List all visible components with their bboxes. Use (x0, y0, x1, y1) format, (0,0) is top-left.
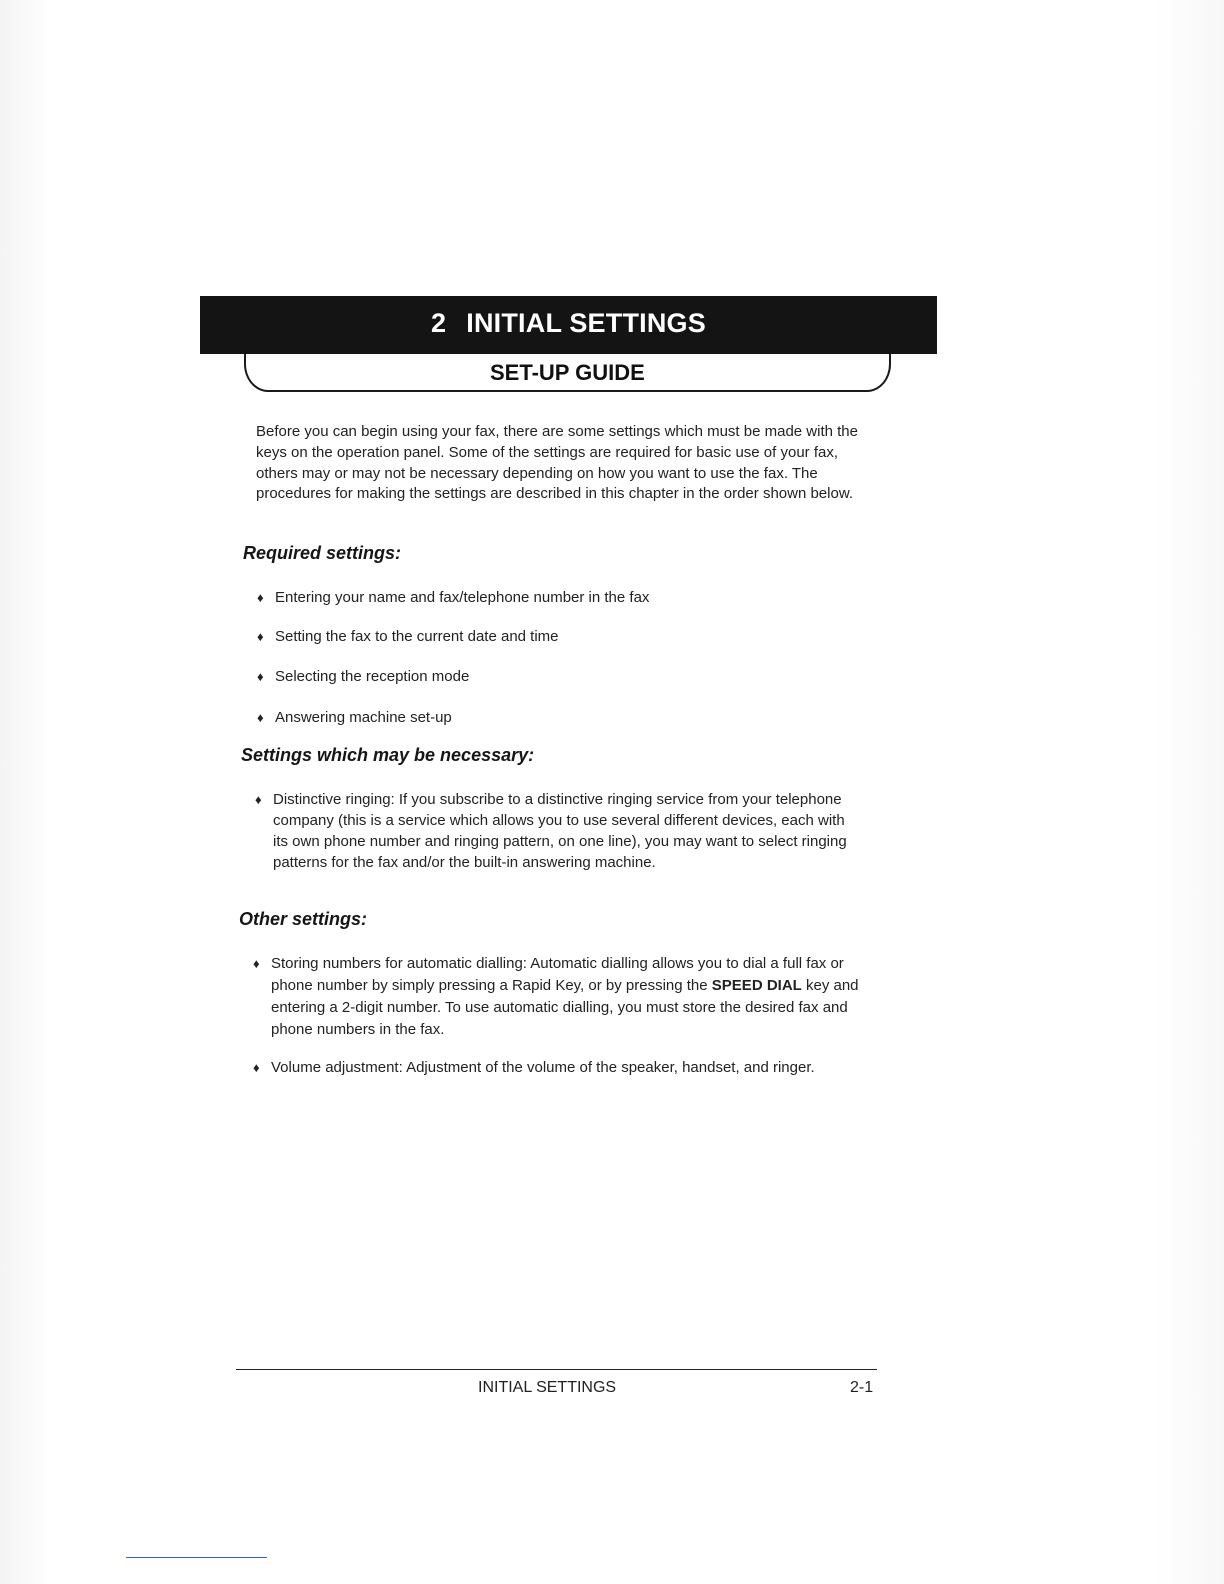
page-number: 2-1 (850, 1379, 874, 1396)
list-item (257, 626, 857, 647)
list-item (257, 587, 857, 608)
bottom-link-underline (126, 1557, 267, 1558)
list-item (257, 666, 857, 687)
required-settings-heading: Required settings: (243, 543, 402, 563)
list-item-text: Distinctive ringing: If you subscribe to a distinctive ringing service from your telephone company (this is a service which allows you to use several different devices, each with its own phone number and ringing pattern, on one line), you may want to select ringing patterns for the fax and/or the built-in answering machine. (273, 791, 847, 871)
list-item-text: Volume adjustment: Adjustment of the volume of the speaker, handset, and ringer. (271, 1059, 815, 1076)
bullet-icon: ♦ (253, 956, 260, 971)
list-item-text (253, 953, 865, 1041)
bullet-icon: ♦ (255, 792, 262, 807)
list-item (257, 707, 857, 728)
bullet-icon: ♦ (257, 629, 264, 644)
chapter-number: 2 (431, 308, 447, 338)
footer-rule (236, 1369, 877, 1370)
list-item (255, 789, 860, 873)
necessary-settings-heading: Settings which may be necessary: (241, 745, 535, 765)
bullet-icon: ♦ (257, 669, 264, 684)
section-title: SET-UP GUIDE (490, 360, 645, 385)
list-item-text-after: key and entering a 2-digit number. To use automatic dialling, you must store the desired fax and phone numbers in the fax. (271, 977, 859, 1038)
page-edge-shadow-left (0, 0, 52, 1584)
list-item-text: Entering your name and fax/telephone number in the fax (275, 589, 650, 606)
intro-paragraph: Before you can begin using your fax, there are some settings which must be made with the keys on the operation panel. Some of the settings are required for basic use of your fax, others may or may not be necessary depending on how you want to use the fax. The procedures for making the settings are described in this chapter in the order shown below. (256, 423, 858, 503)
list-item (253, 1057, 833, 1078)
list-item-text: Setting the fax to the current date and time (275, 628, 559, 645)
chapter-header-bar (200, 296, 937, 354)
list-item-text-before: Storing numbers for automatic dialling: Automatic dialling allows you to dial a full fax or phone number by simply pressing a Rapid Key, or by pressing the (271, 955, 844, 994)
list-item-text: Answering machine set-up (275, 709, 452, 726)
list-item (253, 953, 865, 1041)
list-item-text: Selecting the reception mode (275, 668, 470, 685)
footer-title: INITIAL SETTINGS (478, 1379, 617, 1396)
page-edge-shadow-right (1154, 0, 1224, 1584)
bullet-icon: ♦ (257, 590, 264, 605)
chapter-title (200, 308, 937, 339)
bullet-icon: ♦ (253, 1060, 260, 1075)
other-settings-heading: Other settings: (239, 909, 368, 929)
bullet-icon: ♦ (257, 710, 264, 725)
speed-dial-key-label: SPEED DIAL (711, 977, 802, 994)
chapter-title-text: INITIAL SETTINGS (466, 308, 706, 338)
